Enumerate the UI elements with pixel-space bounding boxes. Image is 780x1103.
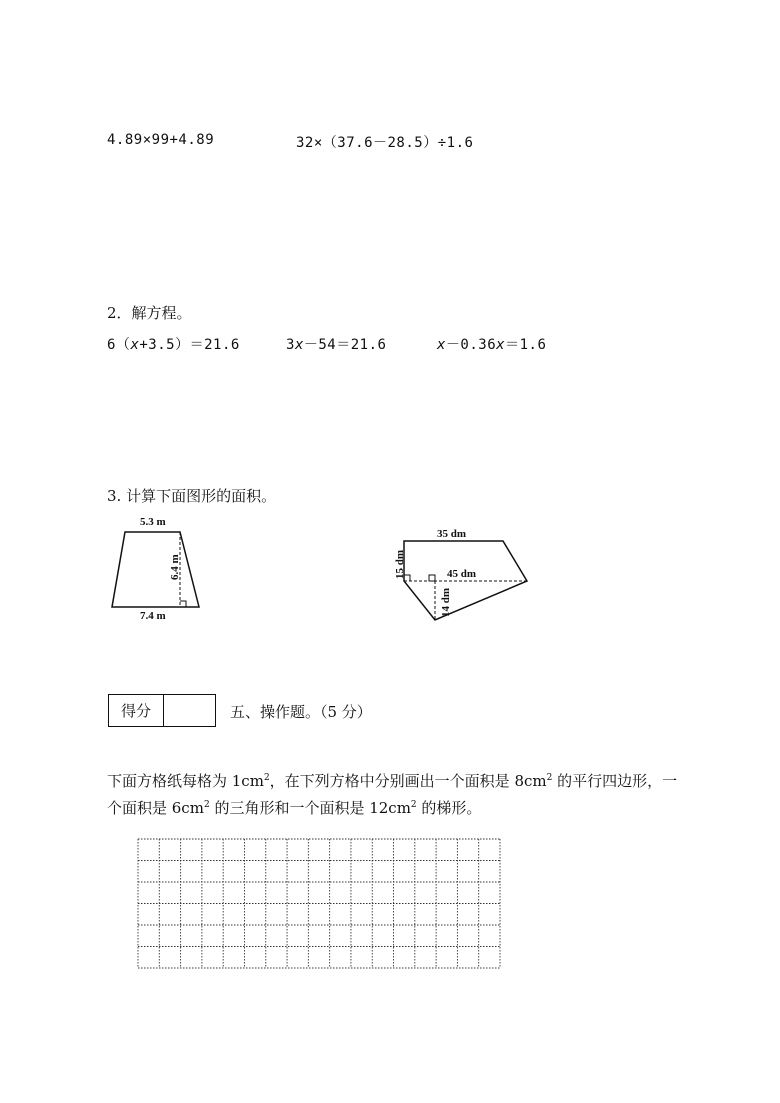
trapezoid-bottom-label: 7.4 m: [140, 610, 166, 622]
section-5-heading: 五、操作题。（5 分）: [230, 703, 372, 721]
expression-1: 4.89×99+4.89: [107, 132, 215, 148]
composite-middle-label: 45 dm: [447, 568, 477, 580]
task-line-1: 下面方格纸每格为 $1cm^2$，在下列方格中分别画出一个面积是 $8cm^2$ 的平行四边形，一: [107, 772, 678, 790]
score-box: [108, 694, 216, 727]
composite-lower-label: 14 dm: [440, 587, 452, 617]
trapezoid-top-label: 5.3 m: [140, 516, 166, 528]
trapezoid-shape: [112, 532, 199, 607]
trapezoid-height-label: 6.4 m: [169, 554, 181, 580]
equation-3: x－0.36x＝1.6: [437, 337, 547, 353]
grid-paper[interactable]: [138, 839, 500, 968]
right-angle-mark-2: [429, 575, 435, 581]
score-label: 得分: [109, 695, 164, 726]
equation-2: 3x－54＝21.6: [286, 337, 387, 353]
expression-2: 32×（37.6－28.5）÷1.6: [296, 135, 474, 151]
equations-title: 2．解方程。: [107, 304, 192, 322]
score-input-cell[interactable]: [164, 695, 215, 726]
composite-top-label: 35 dm: [437, 528, 467, 540]
task-line-2: 个面积是 $6cm^2$ 的三角形和一个面积是 $12cm^2$ 的梯形。: [107, 799, 482, 817]
composite-left-label: 15 dm: [394, 549, 406, 579]
equation-1: 6（x+3.5）＝21.6: [107, 337, 240, 353]
right-angle-mark: [180, 601, 186, 607]
area-title: 3. 计算下面图形的面积。: [107, 487, 277, 505]
